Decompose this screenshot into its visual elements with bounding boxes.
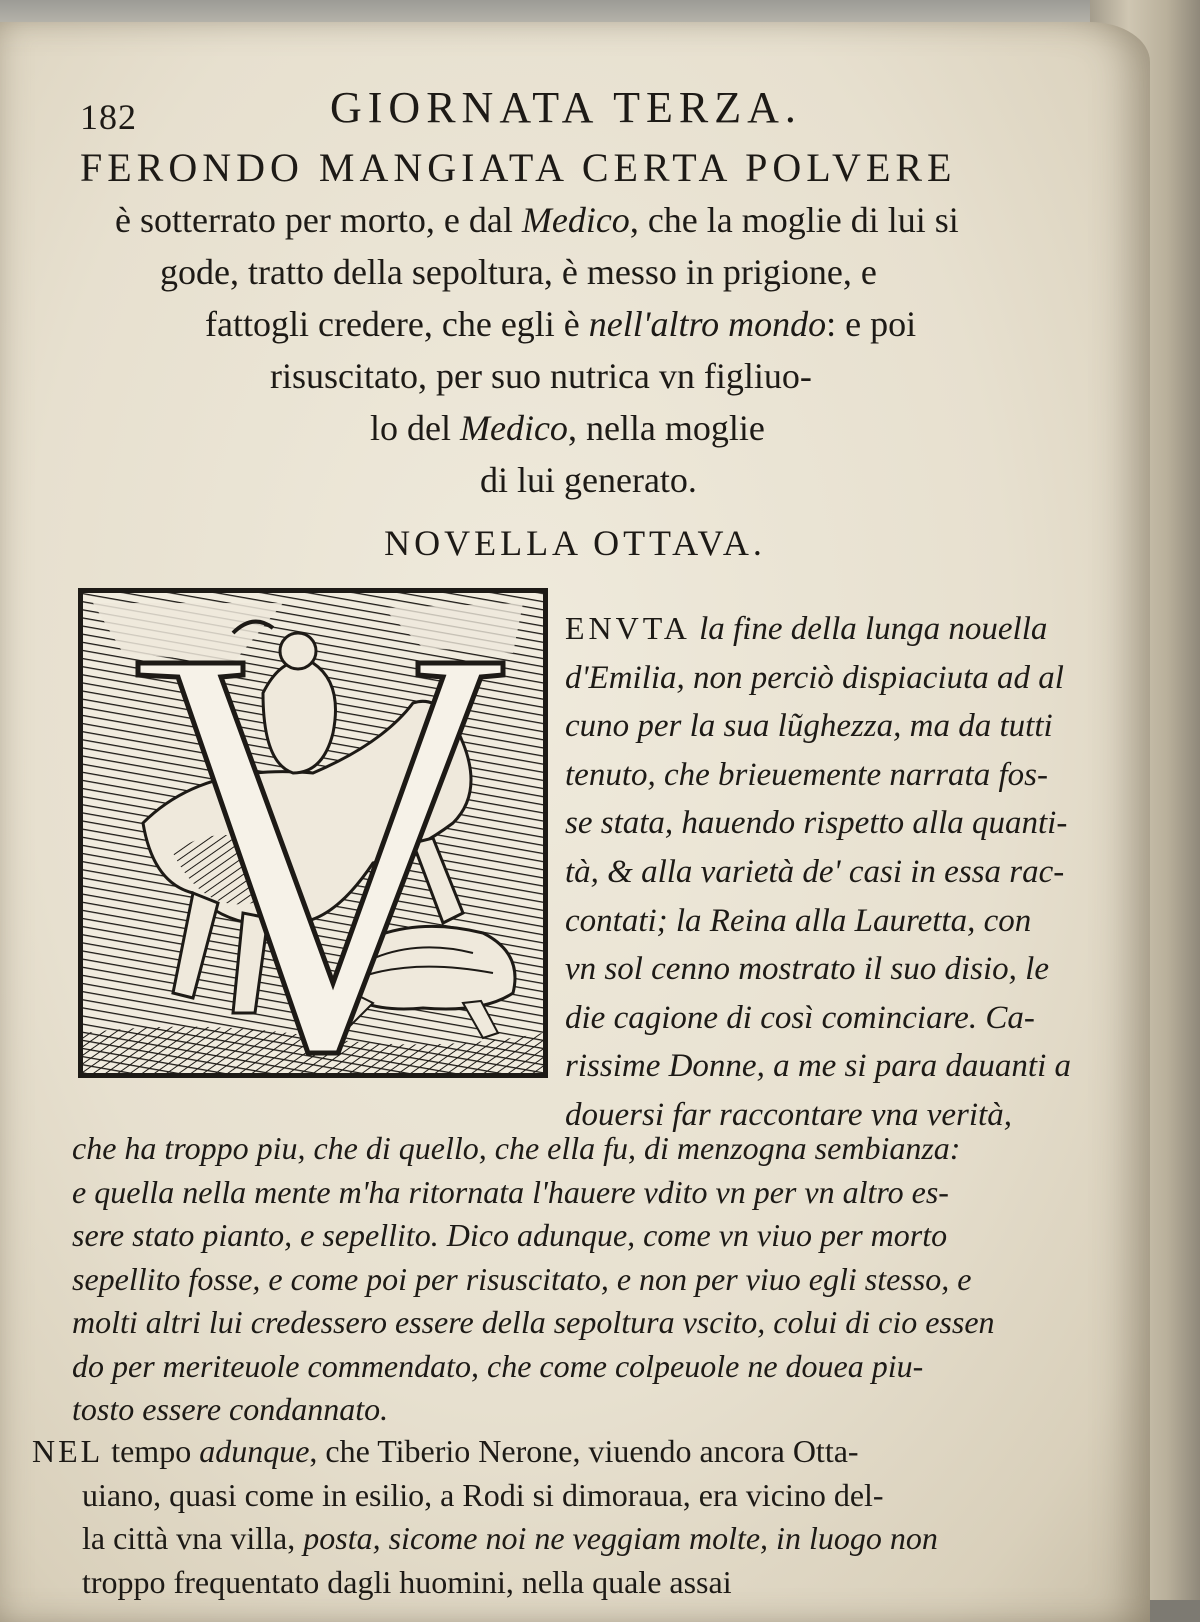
page-number: 182 bbox=[80, 97, 137, 137]
para2-line-4: troppo frequentato dagli huomini, nella quale assai bbox=[82, 1563, 732, 1600]
para2-lead-caps: NEL bbox=[32, 1433, 104, 1469]
running-head bbox=[80, 82, 1120, 142]
para2-line-1: NEL tempo adunque, che Tiberio Nerone, viuendo ancora Otta- bbox=[32, 1433, 859, 1469]
opening-line-7: contati; la Reina alla Lauretta, con bbox=[565, 902, 1032, 939]
body-line-6: do per meriteuole commendato, che come colpeuole ne douea piu- bbox=[72, 1347, 924, 1384]
woodcut-initial bbox=[78, 588, 548, 1078]
opening-line-3: cuno per la sua lũghezza, ma da tutti bbox=[565, 708, 1053, 745]
book-page bbox=[0, 22, 1150, 1622]
body-line-4: sepellito fosse, e come poi per risuscitato, e non per viuo egli stesso, e bbox=[72, 1260, 972, 1297]
running-title: GIORNATA TERZA. bbox=[330, 83, 802, 132]
body-line-2: e quella nella mente m'ha ritornata l'hauere vdito vn per vn altro es- bbox=[72, 1173, 949, 1210]
heading-line-1: è sotterrato per morto, e dal Medico, che la moglie di lui si bbox=[115, 200, 959, 240]
body-line-1: che ha troppo piu, che di quello, che ella fu, di menzogna sembianza: bbox=[72, 1130, 961, 1166]
heading-line-2: gode, tratto della sepoltura, è messo in prigione, e bbox=[160, 252, 877, 292]
para2-line-2: uiano, quasi come in esilio, a Rodi si dimoraua, era vicino del- bbox=[82, 1476, 884, 1513]
body-line-5: molti altri lui credessero essere della sepoltura vscito, colui di cio essen bbox=[72, 1304, 995, 1340]
body-line-7: tosto essere condannato. bbox=[72, 1391, 389, 1427]
opening-line-11: douersi far raccontare vna verità, bbox=[565, 1096, 1012, 1133]
para2-line-3: la città vna villa, posta, sicome noi ne veggiam molte, in luogo non bbox=[82, 1520, 938, 1556]
opening-line-10: rissime Donne, a me si para dauanti a bbox=[565, 1048, 1071, 1085]
opening-line-5: se stata, hauendo rispetto alla quanti- bbox=[565, 805, 1068, 842]
body-line-3: sere stato pianto, e sepellito. Dico adunque, come vn viuo per morto bbox=[72, 1217, 948, 1253]
novella-title: NOVELLA OTTAVA. bbox=[384, 523, 766, 563]
opening-line-1: ENVTA la fine della lunga nouella bbox=[565, 610, 1048, 647]
opening-line-8: vn sol cenno mostrato il suo disio, le bbox=[565, 951, 1049, 988]
novella-summary-heading bbox=[70, 142, 1110, 506]
opening-text bbox=[565, 604, 1110, 1140]
opening-line-4: tenuto, che brieuemente narrata fos- bbox=[565, 756, 1048, 793]
lead-small-caps: ENVTA bbox=[565, 610, 691, 646]
heading-line-4: risuscitato, per suo nutrica vn figliuo- bbox=[270, 356, 812, 396]
heading-line-6: di lui generato. bbox=[480, 460, 697, 500]
heading-line-3: fattogli credere, che egli è nell'altro mondo: e poi bbox=[205, 304, 917, 344]
opening-line-6: tà, & alla varietà de' casi in essa rac- bbox=[565, 853, 1065, 890]
opening-line-9: die cagione di così cominciare. Ca- bbox=[565, 999, 1035, 1036]
woodcut-illustration-icon bbox=[83, 593, 543, 1073]
heading-line-5: lo del Medico, nella moglie bbox=[370, 408, 765, 448]
body-paragraph-1 bbox=[72, 1127, 1132, 1432]
opening-line-2: d'Emilia, non perciò dispiaciuta ad al bbox=[565, 659, 1064, 696]
heading-caps-line: FERONDO MANGIATA CERTA POLVERE bbox=[80, 145, 957, 190]
body-paragraph-2 bbox=[32, 1430, 1132, 1604]
